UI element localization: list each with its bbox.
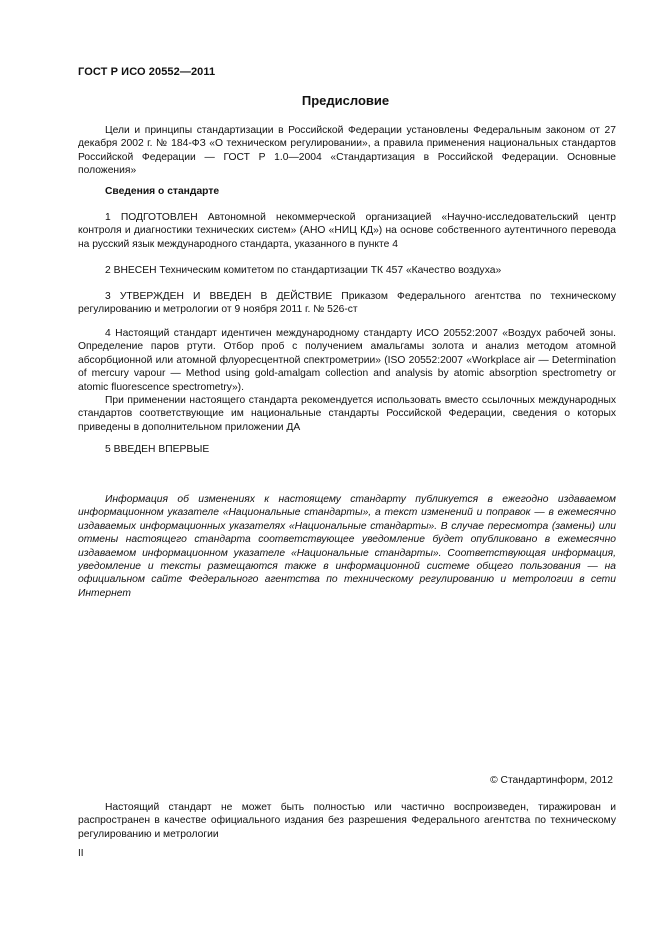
page-title: Предисловие — [301, 93, 390, 108]
notice-paragraph: Информация об изменениях к настоящему стандарту публикуется в ежегодно издаваемом информационном указателе «Национальные стандарты», а текст изменений и поправок — в ежемесячно издаваемых информационных указателях «Национальные стандарты». В случае пересмотра (замены) или отмены настоящего стандарта соответствующее уведомление будет опубликовано в ежемесячно издаваемом информационном указателе «Национальные стандарты». Соответствующая информация, уведомление и тексты размещаются также в информационной системе общего пользования — на официальном сайте Федерального агентства по техническому регулированию и метрологии в сети Интернет — [78, 494, 616, 599]
page-number: II — [78, 848, 84, 859]
references-paragraph: При применении настоящего стандарта рекомендуется использовать вместо ссылочных международных стандартов соответствующие им национальные стандарты Российской Федерации, сведения о которых приведены в дополнительном приложении ДА — [78, 395, 616, 433]
item-4-block — [78, 327, 616, 434]
document-id-header: ГОСТ Р ИСО 20552—2011 — [78, 66, 216, 78]
item-2-paragraph: 2 ВНЕСЕН Техническим комитетом по стандартизации ТК 457 «Качество воздуха» — [105, 265, 502, 276]
notice-block — [78, 493, 616, 600]
info-heading-block — [78, 185, 616, 198]
info-heading: Сведения о стандарте — [105, 186, 220, 197]
intro-block — [78, 124, 616, 178]
item-2-block — [78, 264, 616, 277]
item-3-block — [78, 290, 616, 317]
legal-block — [78, 801, 616, 841]
intro-paragraph: Цели и принципы стандартизации в Российской Федерации установлены Федеральным законом от 27 декабря 2002 г. № 184-ФЗ «О техническом регулировании», а правила применения национальных стандартов Российской Федерации — ГОСТ Р 1.0—2004 «Стандартизация в Российской Федерации. Основные положения» — [78, 125, 616, 177]
item-3-paragraph: 3 УТВЕРЖДЕН И ВВЕДЕН В ДЕЙСТВИЕ Приказом Федерального агентства по техническому регулированию и метрологии от 9 ноября 2011 г. № 526-ст — [78, 291, 616, 316]
item-5-paragraph: 5 ВВЕДЕН ВПЕРВЫЕ — [105, 444, 210, 455]
legal-paragraph: Настоящий стандарт не может быть полностью или частично воспроизведен, тиражирован и распространен в качестве официального издания без разрешения Федерального агентства по техническому регулированию и метрологии — [78, 802, 616, 840]
item-1-block — [78, 211, 616, 251]
item-4-paragraph: 4 Настоящий стандарт идентичен международному стандарту ИСО 20552:2007 «Воздух рабочей зоны. Определение паров ртути. Отбор проб с получением амальгамы золота и анализ методом атомной абсорбционной или атомной флуоресцентной спектрометрии» (ISO 20552:2007 «Workplace air — Determination of mercury vapour — Method using gold-amalgam collection and analysis by atomic absorption spectrometry or atomic fluorescence spectrometry»). — [78, 328, 616, 393]
item-5-block — [78, 443, 616, 456]
copyright-line: © Стандартинформ, 2012 — [490, 775, 613, 786]
item-1-paragraph: 1 ПОДГОТОВЛЕН Автономной некоммерческой организацией «Научно-исследовательский центр контроля и диагностики технических систем» (АНО «НИЦ КД») на основе собственного аутентичного перевода на русский язык международного стандарта, указанного в пункте 4 — [78, 212, 616, 250]
